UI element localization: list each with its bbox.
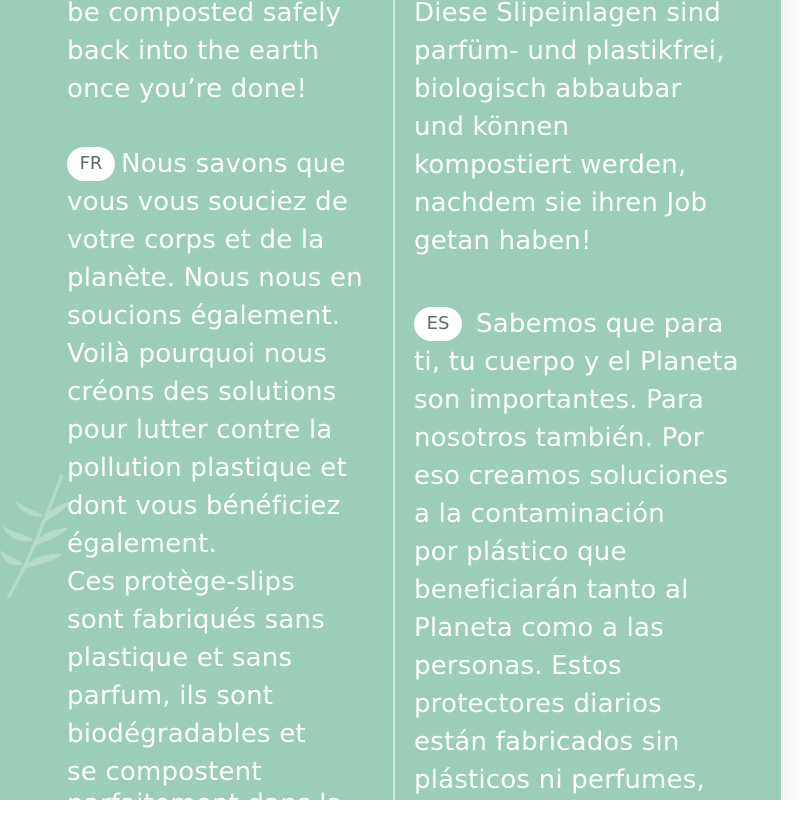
page-edge: [781, 0, 800, 800]
de-text-line: kompostiert werden,: [414, 150, 687, 180]
fr-text-line: dont vous bénéficiez: [67, 491, 341, 521]
es-text-line: plásticos ni perfumes,: [414, 765, 705, 795]
fr-text-line: plastique et sans: [67, 643, 293, 673]
fr-language-badge: [67, 147, 115, 181]
fr-text-line: parfaitement dans la: [67, 789, 343, 819]
de-text-line: biologisch abbaubar: [414, 74, 682, 104]
column-divider: [393, 0, 395, 800]
de-text-line: parfüm- und plastikfrei,: [414, 36, 725, 66]
en-text-line: once you’re done!: [67, 74, 308, 104]
es-text-line: beneficiarán tanto al: [414, 575, 689, 605]
es-text-line: son importantes. Para: [414, 385, 704, 415]
fr-text-line: se compostent: [67, 757, 262, 787]
es-text-line: protectores diarios: [414, 689, 662, 719]
de-text-line: Diese Slipeinlagen sind: [414, 0, 721, 28]
es-text-line: están fabricados sin: [414, 727, 680, 757]
fr-text-line: sont fabriqués sans: [67, 605, 325, 635]
fr-text-line: soucions également.: [67, 301, 341, 331]
es-badge-label: ES: [426, 313, 450, 334]
fr-text-line: également.: [67, 529, 217, 559]
es-text-line: a la contaminación: [414, 499, 665, 529]
fr-text-line: Voilà pourquoi nous: [67, 339, 328, 369]
es-text-line: personas. Estos: [414, 651, 622, 681]
de-text-line: und können: [414, 112, 570, 142]
en-text-line: be composted safely: [67, 0, 342, 28]
fr-text-line: vous vous souciez de: [67, 187, 349, 217]
es-text-line: ti, tu cuerpo y el Planeta: [414, 347, 739, 377]
de-text-line: nachdem sie ihren Job: [414, 188, 708, 218]
fr-text-line: pollution plastique et: [67, 453, 347, 483]
fr-text-line: votre corps et de la: [67, 225, 325, 255]
fr-text-line: créons des solutions: [67, 377, 337, 407]
es-text-line: nosotros también. Por: [414, 423, 704, 453]
en-text-line: back into the earth: [67, 36, 320, 66]
fr-text-line: Nous savons que: [121, 149, 346, 179]
fr-text-line: planète. Nous nous en: [67, 263, 363, 293]
fr-text-line: parfum, ils sont: [67, 681, 274, 711]
fr-text-line: pour lutter contre la: [67, 415, 333, 445]
es-text-line: Sabemos que para: [476, 309, 724, 339]
es-language-badge: [414, 307, 462, 341]
fr-text-line: Ces protège-slips: [67, 567, 296, 597]
es-text-line: eso creamos soluciones: [414, 461, 729, 491]
fr-text-line: biodégradables et: [67, 719, 306, 749]
fr-badge-label: FR: [79, 153, 103, 174]
de-text-line: getan haben!: [414, 226, 592, 256]
fern-leaf-icon: [0, 470, 70, 600]
es-text-line: por plástico que: [414, 537, 627, 567]
es-text-line: Planeta como a las: [414, 613, 664, 643]
